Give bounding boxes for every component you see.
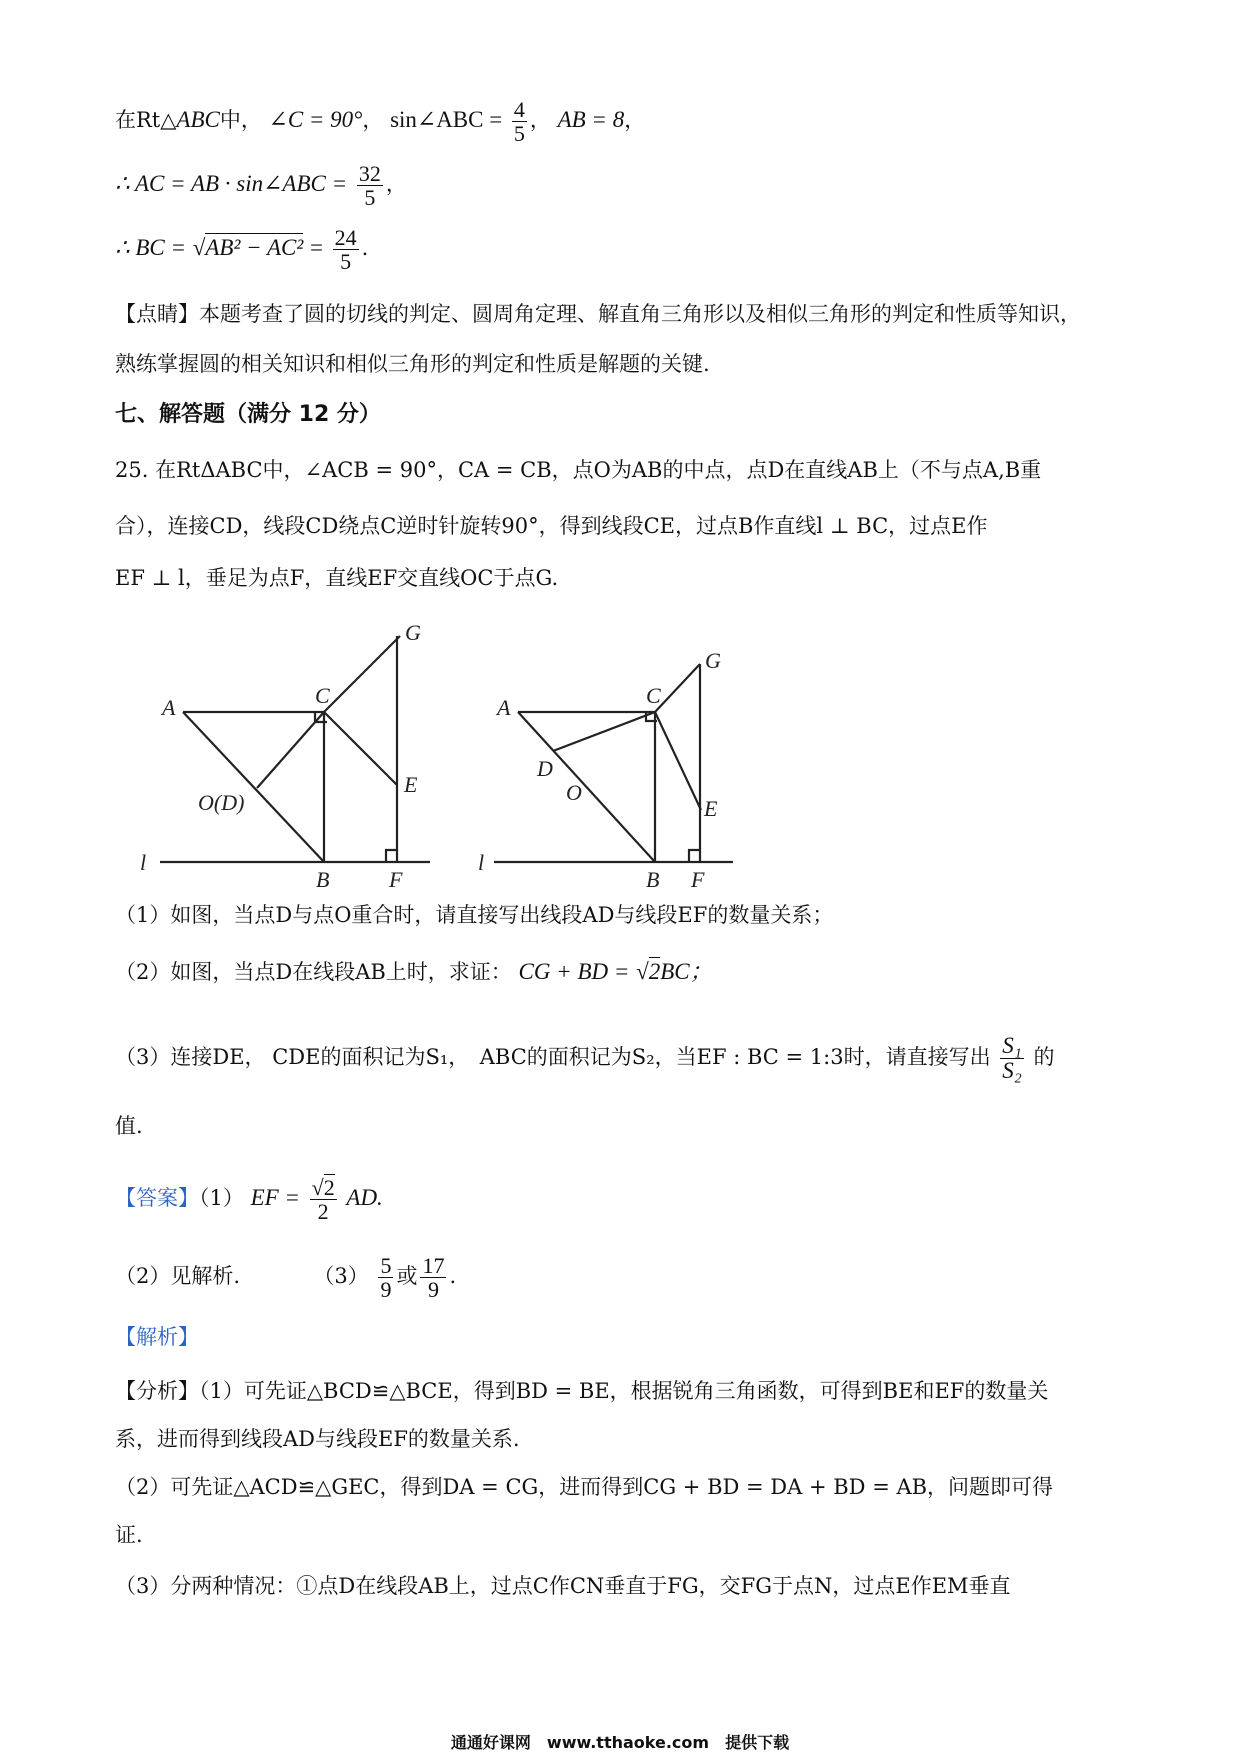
frac-den: S₂: [1002, 1058, 1022, 1084]
math-cg-bd: CG + BD =: [518, 959, 630, 984]
fig2-label-a: A: [497, 695, 511, 720]
segment-cd: [257, 712, 324, 788]
analysis-line-4: 证.: [115, 1523, 143, 1547]
fig1-label-c: C: [315, 683, 330, 708]
frac-num: 32: [358, 161, 381, 186]
text: 的: [1033, 1045, 1055, 1070]
segment-ab: [518, 712, 655, 862]
frac-num: 17: [422, 1253, 445, 1278]
figure-1: [160, 636, 430, 862]
text: （3）: [313, 1264, 369, 1289]
segment-cg: [655, 664, 700, 712]
analysis-line-1: 【分析】（1）可先证△BCD≌△BCE，得到BD = BE，根据锐角三角函数，可得到BE和EF的数量关: [115, 1379, 1049, 1403]
frac-num: 4: [513, 97, 525, 122]
segment-ce: [324, 712, 397, 785]
fraction-4-5: [512, 98, 527, 145]
frac-num: 5: [380, 1253, 392, 1278]
text: （3）连接DE，: [115, 1045, 266, 1070]
fraction-24-5: [333, 226, 359, 273]
math-ef: EF =: [250, 1185, 300, 1211]
solution-line-2: ∴ AC = AB · sin∠ABC = $\frac{32}{5}$ ，: [115, 161, 407, 211]
question-2: [115, 958, 713, 986]
text: （2）如图，当点D在线段AB上时，求证：: [115, 960, 512, 984]
fig2-label-c: C: [646, 683, 661, 708]
math-ab: AB = 8: [557, 107, 625, 133]
solution-line-1: 在Rt△ABC中， ∠C = 90°， sin∠ABC = $\frac{4}{5}$ ， AB = 8，: [115, 97, 646, 147]
text: CDE的面积记为S₁， ABC的面积记为S₂，当EF : BC = 1:3时，请直接写出: [272, 1045, 991, 1070]
fraction-17-9: [420, 1254, 446, 1301]
radicand: 2: [323, 1175, 335, 1200]
frac-den: 9: [380, 1277, 392, 1303]
math-sin: sin∠ABC =: [390, 107, 503, 133]
analysis-line-3: （2）可先证△ACD≌△GEC，得到DA = CG，进而得到CG + BD = DA + BD = AB，问题即可得: [115, 1475, 1054, 1499]
math-bc: ∴ BC =: [115, 235, 187, 261]
math-ad: AD.: [346, 1185, 383, 1211]
text: （2）见解析.: [115, 1264, 241, 1289]
frac-den: 5: [340, 249, 352, 275]
question-1: （1）如图，当点D与点O重合时，请直接写出线段AD与线段EF的数量关系；: [115, 903, 834, 927]
analysis-line-2: 系，进而得到线段AD与线段EF的数量关系.: [115, 1427, 520, 1451]
fig2-label-d: D: [537, 756, 553, 781]
math-abc: ABC: [176, 107, 220, 133]
text: .: [449, 1264, 457, 1289]
fig1-label-b: B: [316, 867, 330, 892]
frac-den: 5: [513, 121, 525, 147]
fig1-label-g: G: [405, 620, 421, 645]
page-footer: 通通好课网 www.tthaoke.com 提供下载: [450, 1733, 790, 1752]
segment-cg: [324, 636, 400, 712]
fraction-s1-s2: [1000, 1034, 1024, 1083]
frac-num: S₁: [1002, 1033, 1022, 1058]
sqrt-2: √2: [636, 959, 661, 984]
figure-2: [494, 664, 733, 862]
frac-den: 2: [317, 1199, 329, 1225]
solution-line-3: ∴ BC = √AB² − AC² = $\frac{24}{5}$ .: [115, 225, 369, 275]
analysis-label: 【解析】: [115, 1325, 199, 1349]
equals: =: [309, 235, 323, 261]
right-angle-f: [386, 850, 397, 862]
section-title: 七、解答题（满分 12 分）: [115, 402, 381, 427]
problem-line-2: 合），连接CD，线段CD绕点C逆时针旋转90°，得到线段CE，过点B作直线l ⊥ BC，过点E作: [115, 514, 988, 538]
dianjing-line-1: 【点睛】本题考查了圆的切线的判定、圆周角定理、解直角三角形以及相似三角形的判定和性质等知识，: [115, 302, 1081, 326]
fig2-label-e: E: [704, 796, 718, 821]
sqrt-expression: √AB² − AC²: [192, 235, 304, 261]
fig1-label-e: E: [404, 772, 418, 797]
answer-line-2: [115, 1254, 456, 1301]
fig2-label-b: B: [646, 867, 660, 892]
text: 在Rt△: [115, 108, 177, 133]
fraction-32-5: [357, 162, 383, 209]
answer-line-1: [115, 1176, 383, 1223]
analysis-line-5: （3）分两种情况：①点D在线段AB上，过点C作CN垂直于FG，交FG于点N，过点E作EM垂直: [115, 1574, 1011, 1598]
text: （1）: [199, 1186, 244, 1211]
segment-cd: [553, 712, 655, 751]
problem-line-1: 25. 在RtΔABC中，∠ACB = 90°，CA = CB，点O为AB的中点，点D在直线AB上（不与点A,B重: [115, 458, 1042, 482]
math-bc: BC；: [660, 959, 713, 984]
frac-num: √2: [311, 1175, 335, 1200]
fig2-label-o: O: [566, 780, 582, 805]
math-angle-c: ∠C = 90°: [268, 107, 363, 133]
right-angle-f: [689, 850, 700, 862]
fig1-label-f: F: [389, 867, 403, 892]
frac-den: 5: [364, 185, 376, 211]
radicand: AB² − AC²: [205, 235, 304, 261]
math-ac: ∴ AC = AB · sin∠ABC =: [115, 171, 348, 197]
fig2-label-g: G: [705, 648, 721, 673]
fig2-label-l: l: [478, 850, 485, 875]
frac-num: 24: [334, 225, 357, 250]
text: 中，: [219, 108, 262, 133]
dianjing-line-2: 熟练掌握圆的相关知识和相似三角形的判定和性质是解题的关键.: [115, 352, 710, 376]
question-3-end: 值.: [115, 1114, 143, 1138]
fig1-label-a: A: [162, 695, 176, 720]
fraction-sqrt2-2: [310, 1176, 337, 1223]
fraction-5-9: [378, 1254, 393, 1301]
question-3: [115, 1034, 1054, 1083]
frac-den: 9: [427, 1277, 439, 1303]
answer-label: 【答案】: [115, 1186, 199, 1211]
geometry-figures: [0, 600, 1240, 900]
fig1-label-od: O(D): [198, 790, 245, 815]
problem-line-3: EF ⊥ l，垂足为点F，直线EF交直线OC于点G.: [115, 566, 559, 590]
fig2-label-f: F: [691, 867, 705, 892]
fig1-label-l: l: [140, 850, 147, 875]
segment-ce: [655, 712, 701, 810]
radicand: 2: [648, 959, 661, 984]
text: 或: [396, 1264, 418, 1289]
